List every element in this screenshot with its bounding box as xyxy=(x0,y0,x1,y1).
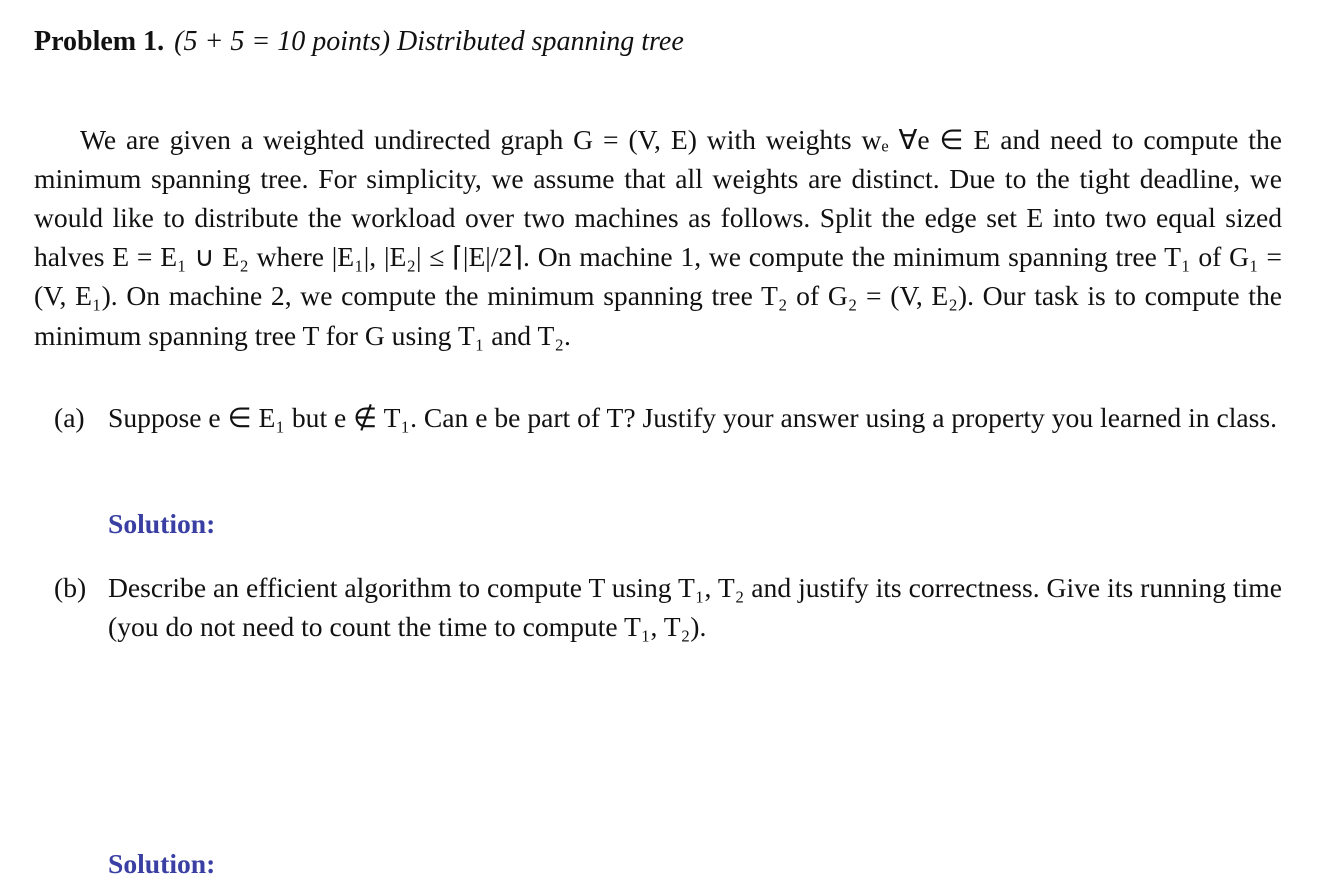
problem-intro: We are given a weighted undirected graph G = (V, E) with weights wₑ ∀e ∈ E and need to compute the minimum spanning tree. For simplicity, we assume that all weights are distinct. Due to the tight deadline, we would like to distribute the workload over two machines as follows. Split the edge set E into two equal sized halves E = E₁ ∪ E₂ where |E₁|, |E₂| ≤ ⌈|E|/2⌉. On machine 1, we compute the minimum spanning tree T₁ of G₁ = (V, E₁). On machine 2, we compute the minimum spanning tree T₂ of G₂ = (V, E₂). Our task is to compute the minimum spanning tree T for G using T₁ and T₂. xyxy=(34,123,1282,351)
part-b-solution-label: Solution: xyxy=(108,848,216,879)
part-a-solution-label: Solution: xyxy=(108,508,216,539)
problem-label: Problem 1. xyxy=(34,26,165,57)
part-a-question: Suppose e ∈ E₁ but e ∉ T₁. Can e be part of T? Justify your answer using a property you learned in class. xyxy=(108,402,1278,433)
problem-heading xyxy=(34,26,684,58)
part-a-label: (a) xyxy=(54,402,85,433)
part-b-question: Describe an efficient algorithm to compute T using T₁, T₂ and justify its correctness. Give its running time (you do not need to count the time to compute T₁, T₂). xyxy=(108,572,1282,643)
part-b-label: (b) xyxy=(54,572,87,603)
problem-title: (5 + 5 = 10 points) Distributed spanning tree xyxy=(174,26,684,57)
